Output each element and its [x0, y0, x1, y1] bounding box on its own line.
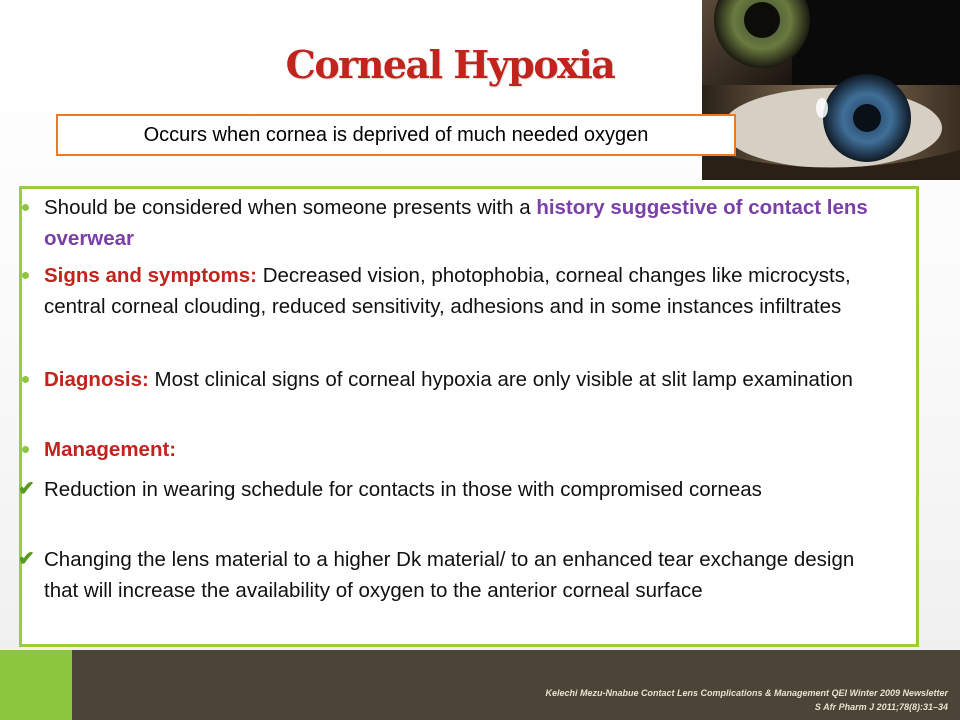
checkmark-icon: ✔ — [18, 548, 35, 570]
check-item — [18, 544, 874, 606]
bullet-highlight: history suggestive of contact lens overwear — [44, 196, 868, 250]
bullet-item — [44, 434, 874, 465]
bullet-item — [44, 364, 874, 395]
bullet-dot-icon — [22, 376, 29, 383]
eye-photos — [702, 0, 960, 180]
check-text: Reduction in wearing schedule for contacts in those with compromised corneas — [44, 478, 762, 501]
bullet-dot-icon — [22, 272, 29, 279]
footer-accent — [0, 650, 72, 720]
definition-box: Occurs when cornea is deprived of much needed oxygen — [56, 114, 736, 156]
bullet-dot-icon — [22, 204, 29, 211]
check-item — [18, 474, 874, 505]
checkmark-icon: ✔ — [18, 478, 35, 500]
bullet-item — [44, 192, 874, 254]
footer-citation: S Afr Pharm J 2011;78(8):31–34 — [814, 702, 948, 712]
check-text: Changing the lens material to a higher Dk material/ to an enhanced tear exchange design that will increase the availability of oxygen to the anterior corneal surface — [44, 548, 855, 602]
bullet-heading: Signs and symptoms: — [44, 264, 258, 287]
slide-title: Corneal Hypoxia — [285, 42, 615, 87]
bullet-dot-icon — [22, 446, 29, 453]
bullet-heading: Management: — [44, 438, 177, 461]
eye-photos-image — [702, 0, 960, 180]
footer-bar — [72, 650, 960, 720]
bullet-item — [44, 260, 874, 322]
bullet-heading: Diagnosis: — [44, 368, 149, 391]
footer-citation: Kelechi Mezu-Nnabue Contact Lens Complications & Management QEI Winter 2009 Newsletter — [545, 688, 948, 698]
bullet-text: Most clinical signs of corneal hypoxia are only visible at slit lamp examination — [148, 368, 853, 391]
bullet-text: Decreased vision, photophobia, corneal changes like microcysts, central corneal clouding, reduced sensitivity, adhesions and in some instances infiltrates — [44, 264, 851, 318]
bullet-text: Should be considered when someone presents with a — [44, 196, 537, 219]
